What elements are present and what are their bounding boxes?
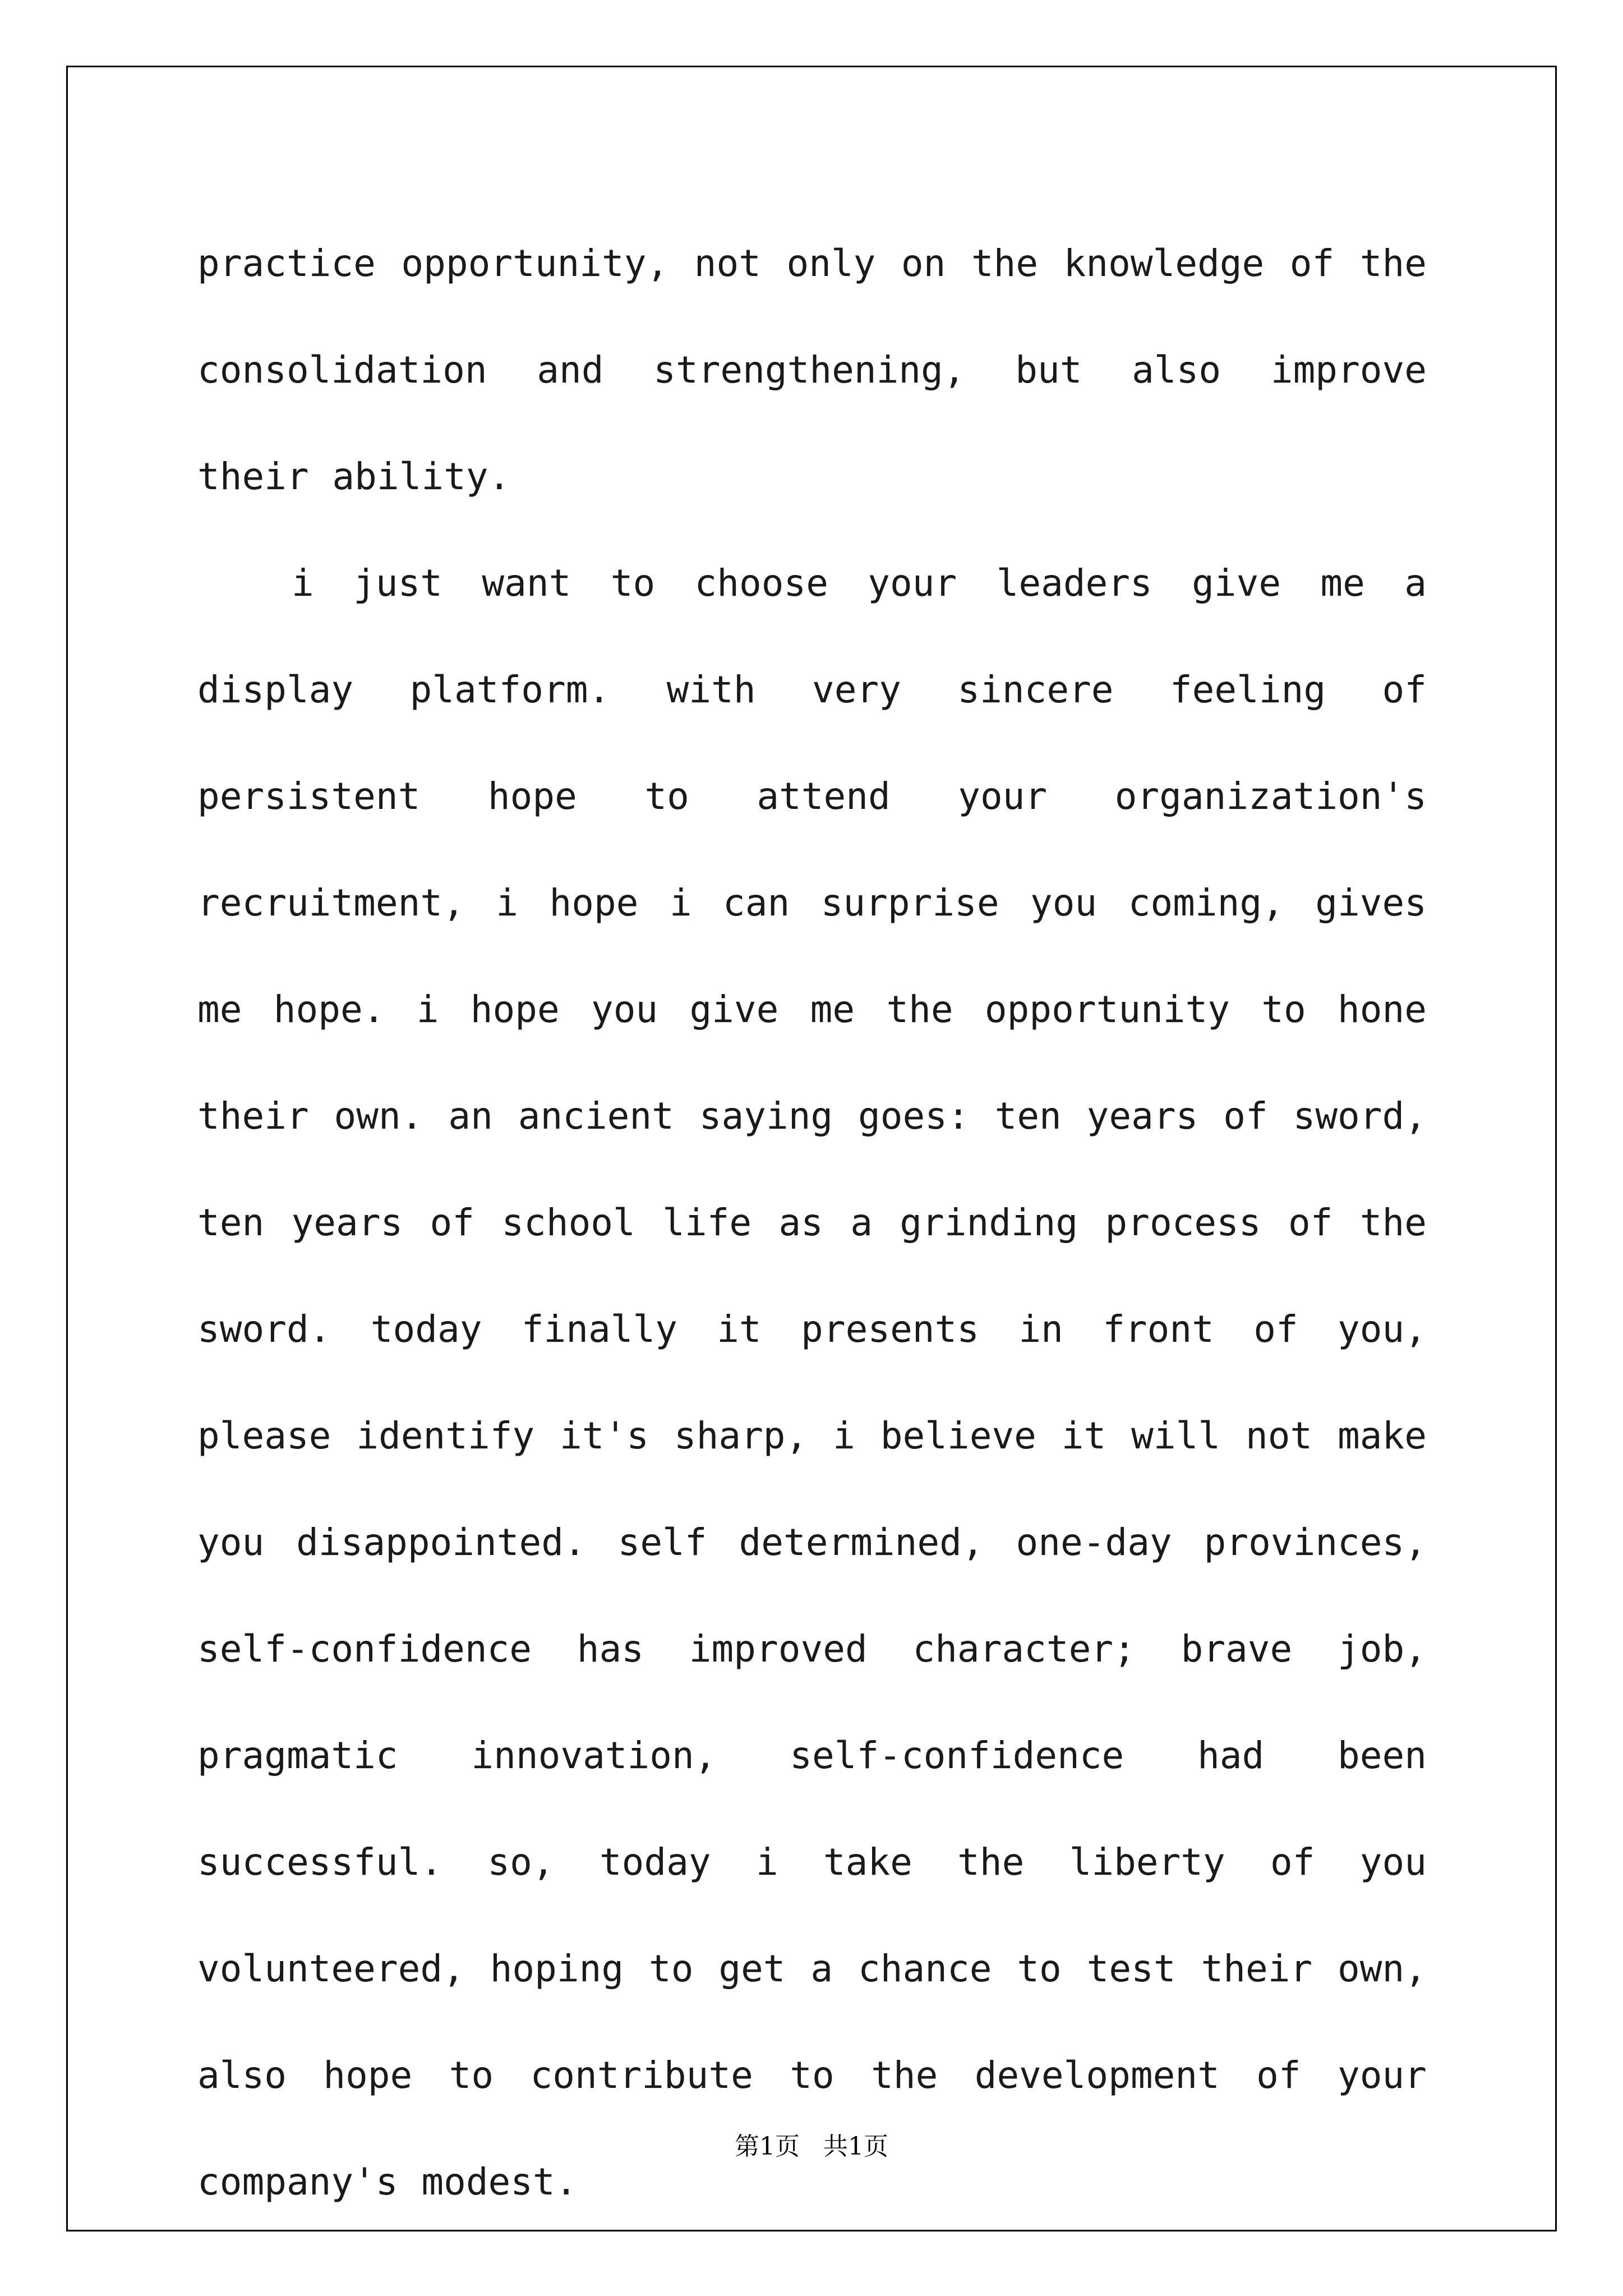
paragraph-2: i just want to choose your leaders give me a display platform. with very sincere feeling of persistent hope to attend your organization's recruitment, i hope i can surprise you coming, gives me hope. i hope you give me the opportunity to hone their own. an ancient saying goes: ten years of sword, ten years of school life as a grinding process of the sword. today finally it presents in front of you, please identify it's sharp, i believe it will not make you disappointed. self determined, one-day provinces, self-confidence has improved character; brave job, pragmatic innovation, self-confidence had been successful. so, today i take the liberty of you volunteered, hoping to get a chance to test their own, also hope to contribute to the development of your company's modest. bbox=[197, 562, 1427, 2203]
paragraph-1: practice opportunity, not only on the knowledge of the consolidation and strengthening, but also improve their ability. bbox=[197, 242, 1427, 498]
document-body bbox=[197, 210, 1427, 2235]
page-footer: 第1页 共1页 bbox=[735, 2132, 888, 2161]
